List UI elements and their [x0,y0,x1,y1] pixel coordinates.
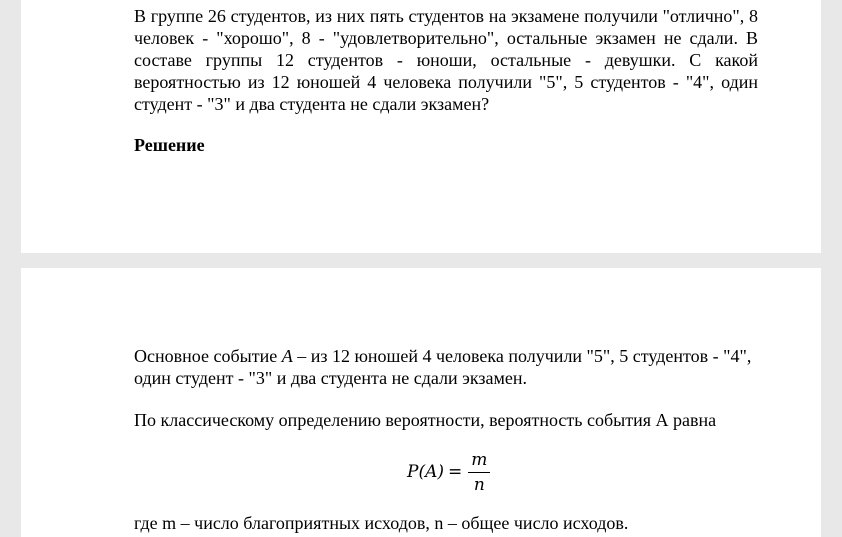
problem-statement: В группе 26 студентов, из них пять студентов на экзамене получили "отлично", 8 человек - "хорошо", 8 - "удовлетворительно", остальные экзамен не сдали. В составе группы 12 студентов - юноши, остальные - девушки. С какой вероятностью из 12 юношей 4 человека получили "5", 5 студентов - "4", один студент - "3" и два студента не сдали экзамен? [134,6,758,114]
formula-numerator: m [468,450,490,473]
solution-heading: Решение [134,135,205,155]
formula-equals: = [447,462,463,482]
event-definition [134,345,758,389]
formula-lhs: P(A) [407,462,444,482]
event-symbol: A [281,346,293,366]
classical-definition: По классическому определению вероятности, вероятность события А равна [134,410,717,430]
formula-denominator: n [473,474,485,495]
event-text: – из 12 юношей 4 человека получили "5", 5 студентов - "4", один студент - "3" и два студента не сдали экзамен. [134,346,752,388]
formula-fraction [468,450,490,495]
page-1 [21,0,821,253]
probability-formula [407,444,490,500]
event-prefix: Основное событие [134,346,282,366]
page-2 [21,268,821,537]
where-explanation: где m – число благоприятных исходов, n – общее число исходов. [134,513,629,533]
